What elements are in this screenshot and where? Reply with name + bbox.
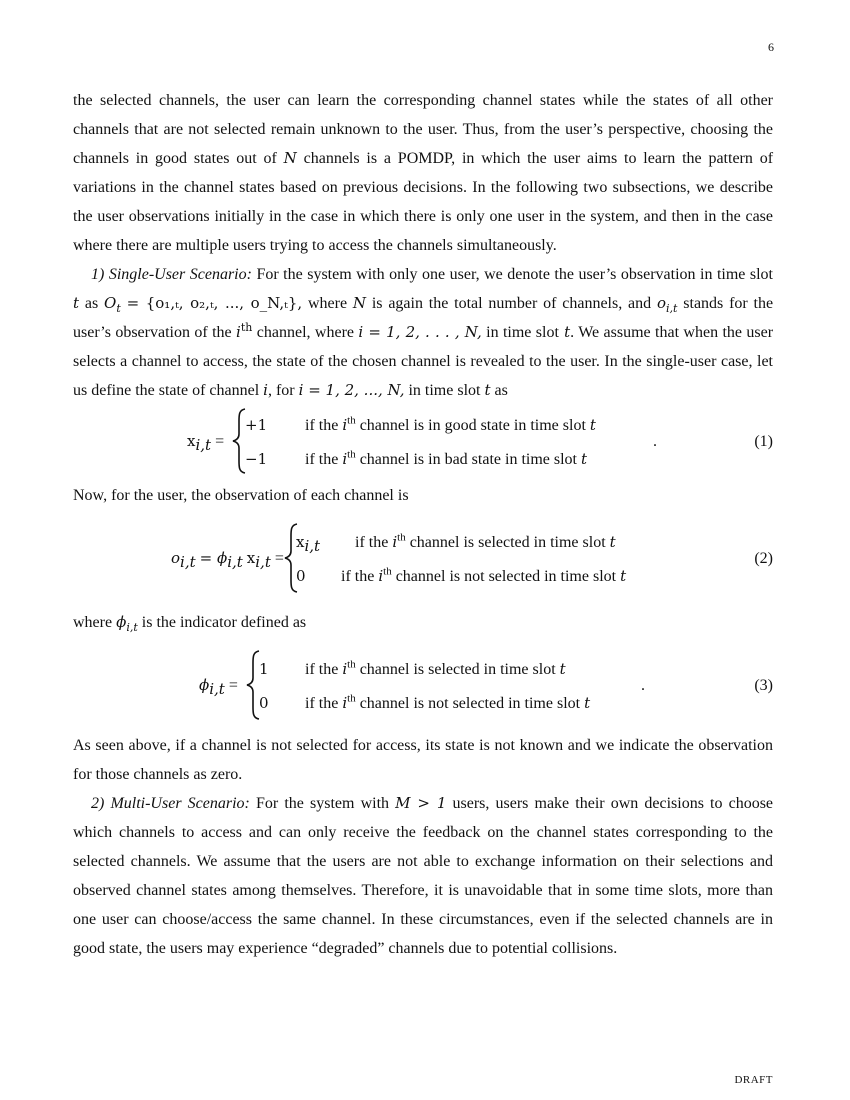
paragraph-single-user xyxy=(73,260,773,405)
section-heading-single-user: 1) Single-User Scenario: xyxy=(91,266,252,283)
single-text-f: in time slot xyxy=(486,324,559,341)
single-text-c: is again the total number of channels, and xyxy=(371,295,652,312)
section-heading-multi-user: 2) Multi-User Scenario: xyxy=(91,795,250,812)
multi-text-b: users, users make their own decisions to choose which channels to access and can only receive the feedback on the channel states corresponding to the selected channels. We assume that the users are not able to exchange information on their selections and observed channel states among themselves. Therefore, it is unavoidable that in some time slots, more than one user can choose/access the same channel. In these circumstances, even if the selected channels are in good state, the users may experience “degraded” channels due to potential collisions. xyxy=(73,795,774,957)
paragraph-seen-above: As seen above, if a channel is not selected for access, its state is not known and we indicate the observation for those channels as zero. xyxy=(73,737,773,783)
eq1-case1: +1 xyxy=(245,416,268,434)
eq3-case1-cond: if the $i^{th}$ channel is selected in time slot t xyxy=(305,658,566,678)
single-text-g: . We assume that when the user selects a channel to access, the state of the chosen channel is revealed to the user. In the single-user case, let us define the state of channel xyxy=(73,324,774,399)
eq2-case2-cond: if the $i^{th}$ channel is not selected in time slot t xyxy=(341,565,627,585)
single-text-e: channel, where xyxy=(256,324,355,341)
eq2-lhs: $o_{i,t} = \phi_{i,t}$ $x_{i,t}$ = xyxy=(171,549,284,572)
eq1-number: (1) xyxy=(754,433,773,450)
eq3-lhs: $\phi_{i,t}$ = xyxy=(199,676,238,699)
math-range2: i = 1, 2, ..., N, xyxy=(298,381,405,399)
eq2-case2: 0 xyxy=(296,567,306,585)
eq3-period: . xyxy=(641,677,645,694)
eq1-case2-cond: if the $i^{th}$ channel is in bad state in time slot t xyxy=(305,448,588,468)
math-N2: N xyxy=(352,294,367,312)
math-i2: i xyxy=(263,381,268,399)
math-phi: $\phi_{i,t}$ xyxy=(116,613,138,634)
single-text-a: For the system with only one user, we denote the user’s observation in time slot xyxy=(256,266,773,283)
eq2-case1: $x_{i,t}$ xyxy=(296,533,321,556)
math-t: t xyxy=(73,294,80,312)
intro-tail: channels is a POMDP, in which the user aims to learn the pattern of variations in the channel states based on previous decisions. In the following two subsections, we describe the user observations initially in the case in which there is only one user in the system, and then in the case where there are multiple users trying to access the channels simultaneously. xyxy=(73,150,774,254)
eq1-case1-cond: if the $i^{th}$ channel is in good state in time slot t xyxy=(305,414,596,434)
eq1-case2: −1 xyxy=(245,450,268,468)
paragraph-now: Now, for the user, the observation of each channel is xyxy=(73,487,409,504)
eq1-period: . xyxy=(653,433,657,450)
paragraph-multi-user xyxy=(73,789,773,963)
math-oit: $o_{i,t}$ xyxy=(656,294,678,315)
math-N: N xyxy=(283,149,297,167)
equation-3 xyxy=(73,637,773,727)
eq1-lhs: $x_{i,t}$ = xyxy=(187,432,225,455)
paragraph-intro xyxy=(73,86,773,260)
footer-draft-label: DRAFT xyxy=(734,1074,773,1086)
math-i: $i^{th}$ xyxy=(236,321,253,341)
single-text-b: where xyxy=(307,295,348,312)
eq3-case1: 1 xyxy=(259,660,269,678)
single-text-as: as xyxy=(84,295,99,312)
single-text-d: stands for the user’s observation of the xyxy=(73,295,774,341)
eq3-number: (3) xyxy=(754,677,773,694)
eq3-case2: 0 xyxy=(259,694,269,712)
single-text-k: in time slot xyxy=(408,382,481,399)
single-text-l: as xyxy=(494,382,508,399)
equation-2 xyxy=(73,510,773,600)
eq3-case2-cond: if the $i^{th}$ channel is not selected in time slot t xyxy=(305,692,591,712)
math-t3: t xyxy=(484,381,491,399)
eq2-case1-cond: if the $i^{th}$ channel is selected in time slot t xyxy=(355,531,616,551)
math-observation-set: = {o₁,ₜ, o₂,ₜ, ..., o_N,ₜ}, xyxy=(126,294,303,312)
page-body xyxy=(73,86,773,963)
paragraph-where: where $\phi_{i,t}$ is the indicator defined as xyxy=(73,613,307,634)
math-M: M > 1 xyxy=(395,794,447,812)
eq2-number: (2) xyxy=(754,550,773,567)
math-t2: t xyxy=(558,323,571,341)
equation-1 xyxy=(73,405,773,479)
page-number: 6 xyxy=(768,40,774,54)
math-range: i = 1, 2, . . . , N, xyxy=(358,323,482,341)
multi-text-a: For the system with xyxy=(256,795,390,812)
math-Ot: $O_t$ xyxy=(104,294,121,315)
single-text-h: , for xyxy=(267,382,295,399)
intro-text: the selected channels, the user can learn the corresponding channel states while the states of all other channels that are not selected remain unknown to the user. Thus, from the user’s perspective, choosing the channels in good states out of xyxy=(73,92,773,167)
